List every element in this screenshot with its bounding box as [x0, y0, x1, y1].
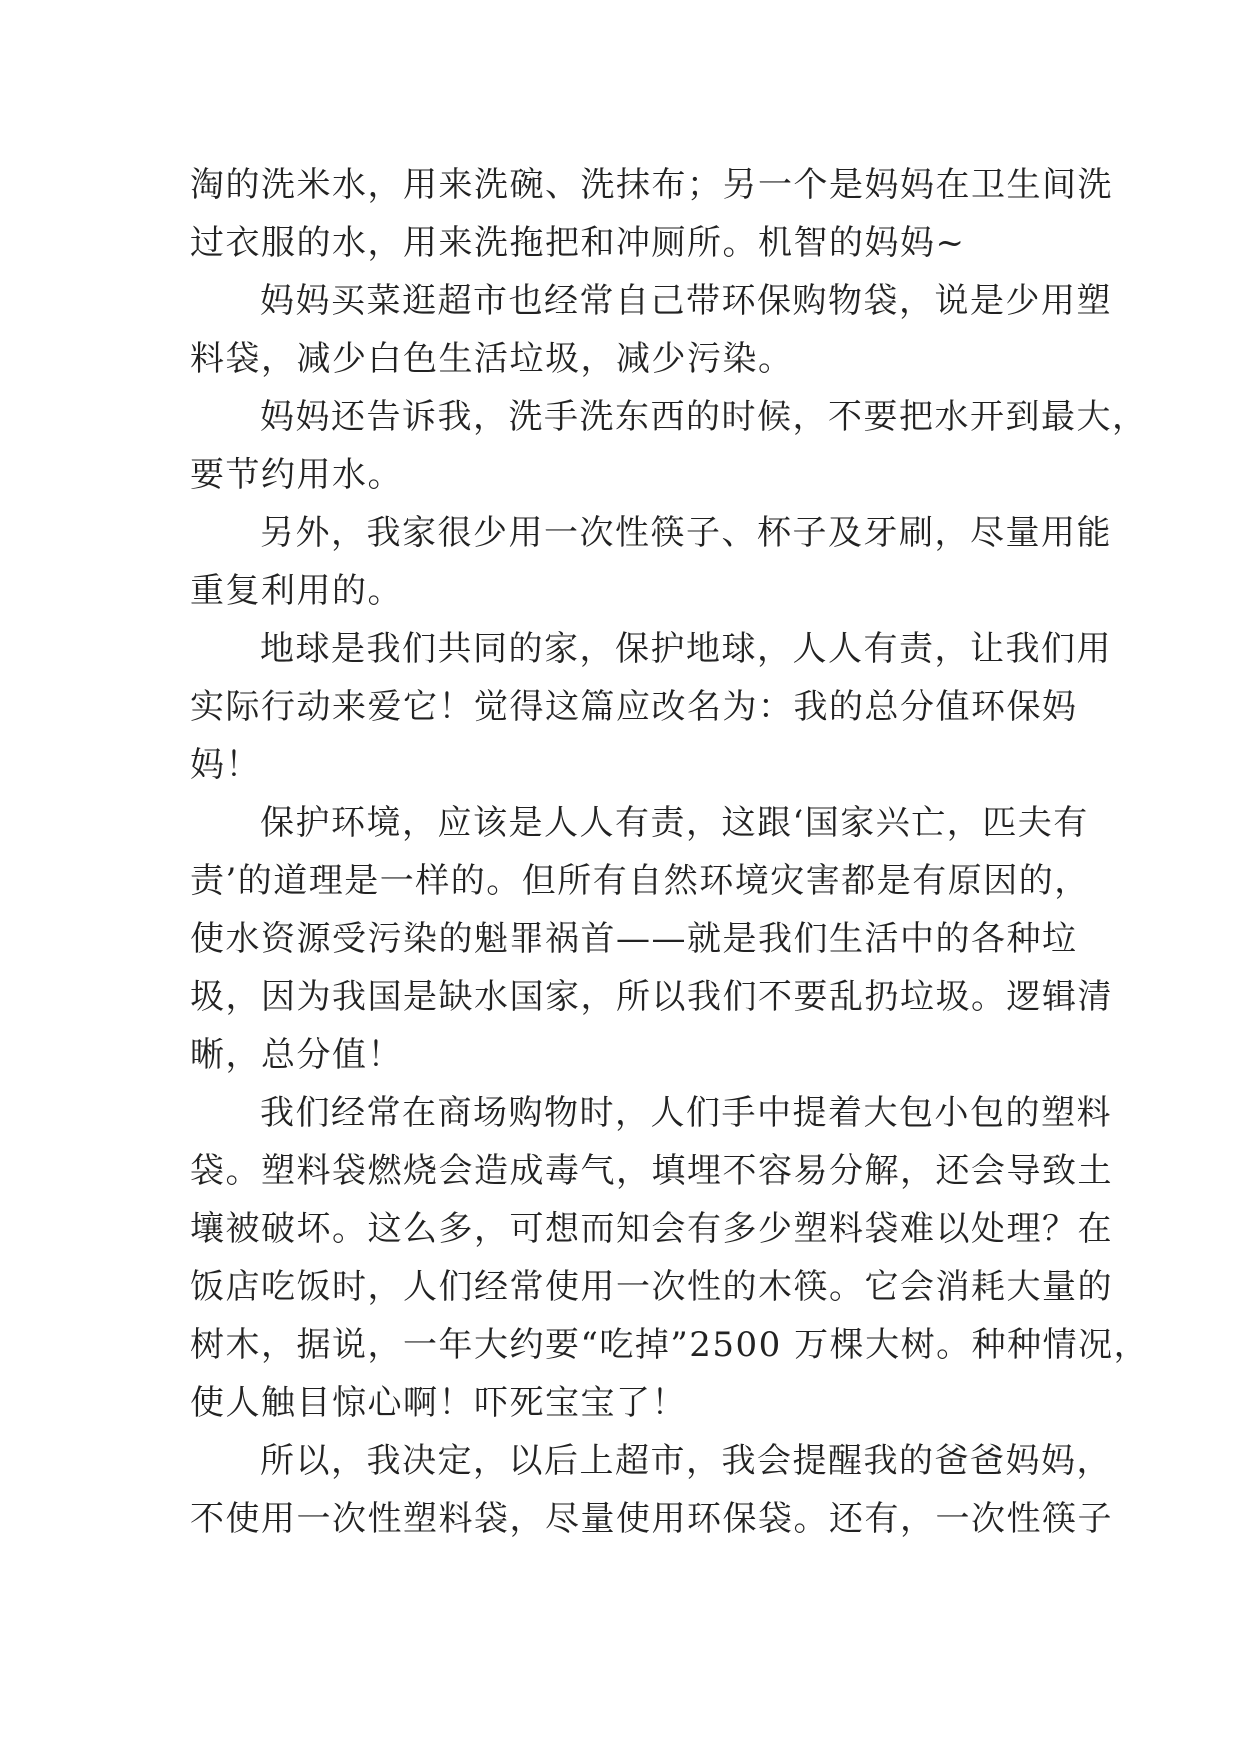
text-line: 淘的洗米水，用来洗碗、洗抹布；另一个是妈妈在卫生间洗	[190, 165, 1113, 205]
text-line: 使人触目惊心啊！吓死宝宝了！	[190, 1383, 687, 1423]
text-line: 过衣服的水，用来洗拖把和冲厕所。机智的妈妈~	[190, 223, 966, 263]
text-line: 另外，我家很少用一次性筷子、杯子及牙刷，尽量用能	[260, 513, 1112, 553]
text-line: 保护环境，应该是人人有责，这跟‘国家兴亡，匹夫有	[260, 803, 1089, 843]
text-line: 袋。塑料袋燃烧会造成毒气，填埋不容易分解，还会导致土	[190, 1151, 1113, 1191]
paragraph	[190, 620, 1112, 794]
text-line: 我们经常在商场购物时，人们手中提着大包小包的塑料	[260, 1093, 1112, 1133]
text-line: 要节约用水。	[190, 455, 403, 495]
text-line: 树木，据说，一年大约要“吃掉”2500 万棵大树。种种情况，	[190, 1325, 1150, 1365]
text-line: 责’的道理是一样的。但所有自然环境灾害都是有原因的，	[190, 861, 1090, 901]
text-line: 所以，我决定，以后上超市，我会提醒我的爸爸妈妈，	[260, 1441, 1112, 1481]
text-line: 妈！	[190, 745, 261, 785]
document-body	[190, 156, 1150, 1548]
paragraph	[190, 388, 1148, 504]
text-line: 实际行动来爱它！觉得这篇应改名为：我的总分值环保妈	[190, 687, 1078, 727]
text-line: 圾，因为我国是缺水国家，所以我们不要乱扔垃圾。逻辑清	[190, 977, 1113, 1017]
text-line: 使水资源受污染的魁罪祸首——就是我们生活中的各种垃	[190, 919, 1078, 959]
text-line: 妈妈还告诉我，洗手洗东西的时候，不要把水开到最大，	[260, 397, 1148, 437]
text-line: 饭店吃饭时，人们经常使用一次性的木筷。它会消耗大量的	[190, 1267, 1113, 1307]
paragraph	[190, 794, 1113, 1084]
paragraph	[190, 504, 1112, 620]
text-line: 料袋，减少白色生活垃圾，减少污染。	[190, 339, 794, 379]
paragraph	[190, 1084, 1150, 1432]
paragraph	[190, 1432, 1113, 1548]
paragraph	[190, 156, 1113, 272]
paragraph	[190, 272, 1112, 388]
text-line: 地球是我们共同的家，保护地球，人人有责，让我们用	[260, 629, 1112, 669]
text-line: 壤被破坏。这么多，可想而知会有多少塑料袋难以处理？在	[190, 1209, 1113, 1249]
text-line: 不使用一次性塑料袋，尽量使用环保袋。还有，一次性筷子	[190, 1499, 1113, 1539]
text-line: 晰，总分值！	[190, 1035, 403, 1075]
text-line: 重复利用的。	[190, 571, 403, 611]
text-line: 妈妈买菜逛超市也经常自己带环保购物袋，说是少用塑	[260, 281, 1112, 321]
